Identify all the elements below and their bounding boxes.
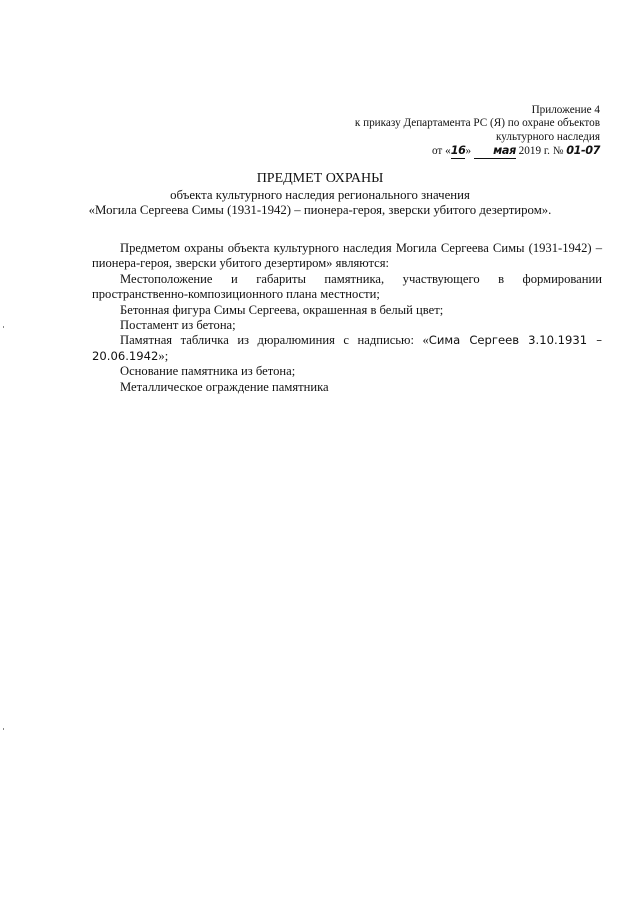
order-number: 01-07 [566, 144, 600, 158]
date-month: мая [474, 144, 516, 158]
margin-mark [3, 326, 4, 328]
appendix-header [355, 104, 600, 159]
document-body [92, 241, 602, 395]
body-intro: Предметом охраны объекта культурного наследия Могила Сергеева Симы (1931-1942) – пионера-героя, зверски убитого дезертиром» являются: [92, 241, 602, 271]
title-main: ПРЕДМЕТ ОХРАНЫ [256, 171, 384, 186]
protection-item-fence: Металлическое ограждение памятника [120, 379, 329, 394]
plaque-text-start: Памятная табличка из дюралюминия с надписью: « [120, 333, 429, 348]
plaque-inscription: Сима Сергеев 3.10.1931 – 20.06.1942 [92, 333, 603, 363]
protection-item-location: Местоположение и габариты памятника, участвующего в формировании пространственно-композиционного плана местности; [92, 271, 602, 302]
title-object-name: «Могила Сергеева Симы (1931-1942) – пионера-героя, зверски убитого дезертиром». [88, 203, 552, 218]
department-name: культурного наследия [496, 130, 600, 143]
date-day: 16 [450, 144, 466, 158]
protection-item-pedestal: Постамент из бетона; [120, 318, 236, 333]
plaque-text-end: »; [158, 348, 169, 363]
date-year: 2019 г. № [515, 145, 567, 158]
margin-mark [3, 728, 4, 730]
order-date-line [355, 144, 600, 158]
protection-item-plaque [92, 333, 602, 364]
protection-item-base: Основание памятника из бетона; [120, 364, 296, 379]
document-title [0, 171, 640, 219]
date-mid: » [465, 145, 474, 158]
order-reference: к приказу Департамента РС (Я) по охране объектов [354, 117, 600, 130]
date-prefix: от « [431, 145, 451, 158]
appendix-number: Приложение 4 [531, 104, 600, 116]
protection-item-figure: Бетонная фигура Симы Сергеева, окрашенная в белый цвет; [120, 302, 444, 317]
title-subtitle: объекта культурного наследия регионального значения [170, 187, 470, 202]
